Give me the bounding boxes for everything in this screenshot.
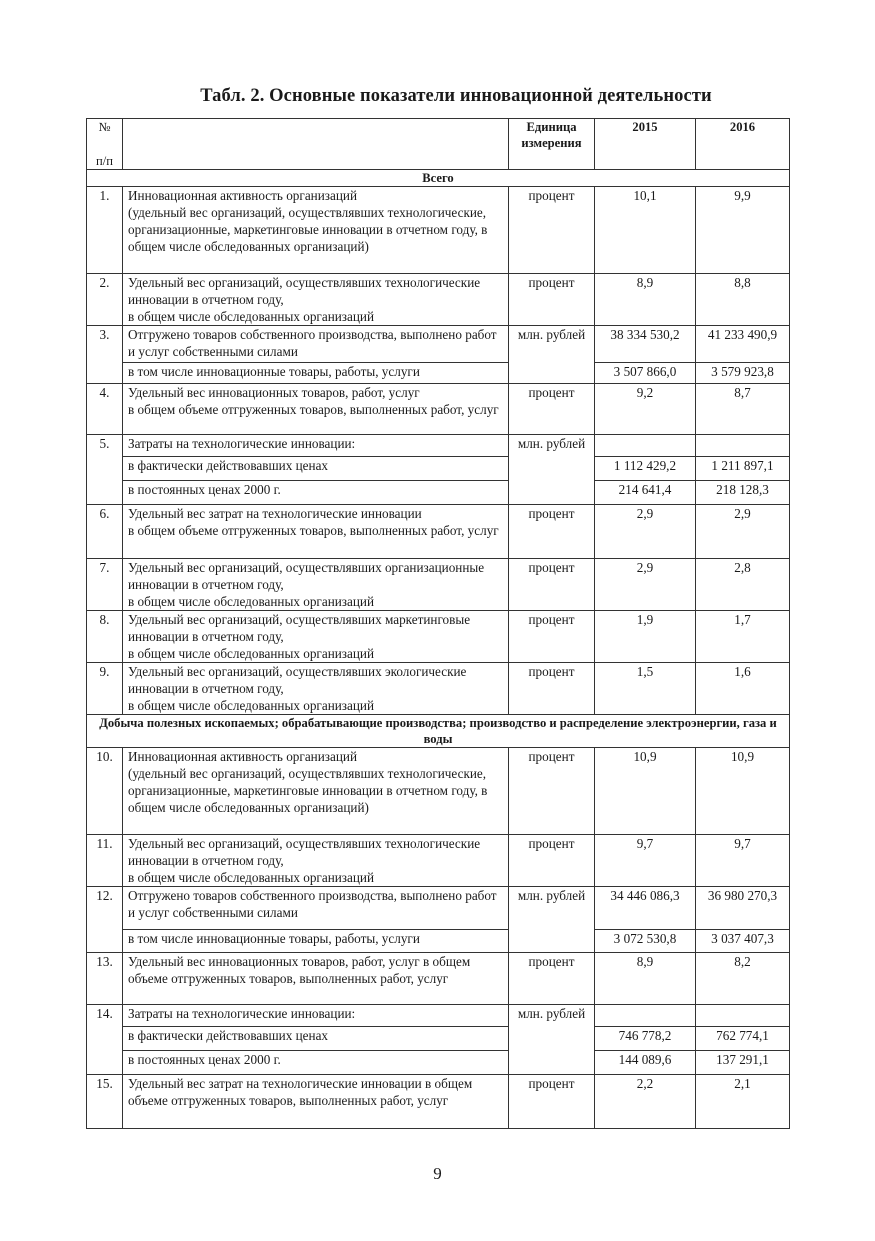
row-unit: млн. рублей (509, 435, 595, 505)
value-2015: 144 089,6 (595, 1051, 696, 1075)
table-subrow (87, 1051, 790, 1075)
value-2016: 8,2 (696, 953, 790, 1005)
value-2016: 1 211 897,1 (696, 457, 790, 481)
value-2016: 218 128,3 (696, 481, 790, 505)
row-text: Затраты на технологические инновации: (123, 1005, 509, 1027)
table-row (87, 274, 790, 326)
row-unit: процент (509, 611, 595, 663)
table-row (87, 835, 790, 887)
subrow-text: в постоянных ценах 2000 г. (123, 481, 509, 505)
value-2015: 2,9 (595, 505, 696, 559)
section-title: Всего (87, 170, 790, 187)
page-number: 9 (433, 1164, 442, 1183)
subrow-text: в фактически действовавших ценах (123, 1027, 509, 1051)
row-number: 12. (87, 887, 123, 953)
table-row (87, 435, 790, 457)
value-2016: 1,7 (696, 611, 790, 663)
value-2016: 1,6 (696, 663, 790, 715)
row-number: 4. (87, 384, 123, 435)
header-unit: Единица измерения (509, 119, 595, 170)
subrow-text: в том числе инновационные товары, работы, услуги (123, 930, 509, 953)
row-number: 6. (87, 505, 123, 559)
row-unit: млн. рублей (509, 887, 595, 953)
value-2015: 9,2 (595, 384, 696, 435)
table-title: Табл. 2. Основные показатели инновационной деятельности (200, 86, 712, 106)
value-2015: 2,2 (595, 1075, 696, 1129)
value-2015 (595, 435, 696, 457)
row-unit: процент (509, 187, 595, 274)
section-title: Добыча полезных ископаемых; обрабатывающие производства; производство и распределение электроэнергии, газа и воды (87, 715, 790, 748)
header-number (87, 119, 123, 170)
row-number: 2. (87, 274, 123, 326)
row-unit: процент (509, 1075, 595, 1129)
table-row (87, 953, 790, 1005)
row-text: Отгружено товаров собственного производства, выполнено работ и услуг собственными силами (123, 326, 509, 363)
row-text: Удельный вес организаций, осуществлявших маркетинговые инновации в отчетном году, в общем числе обследованных организаций (123, 611, 509, 663)
value-2015: 3 507 866,0 (595, 363, 696, 384)
value-2016 (696, 1005, 790, 1027)
value-2016: 10,9 (696, 748, 790, 835)
value-2016: 3 037 407,3 (696, 930, 790, 953)
row-number: 3. (87, 326, 123, 384)
row-unit: процент (509, 953, 595, 1005)
header-number-top: № (98, 120, 111, 134)
row-unit: процент (509, 384, 595, 435)
row-text: Удельный вес организаций, осуществлявших экологические инновации в отчетном году, в общем числе обследованных организаций (123, 663, 509, 715)
subrow-text: в постоянных ценах 2000 г. (123, 1051, 509, 1075)
row-number: 13. (87, 953, 123, 1005)
section-row (87, 170, 790, 187)
table-row (87, 1005, 790, 1027)
subrow-text: в том числе инновационные товары, работы, услуги (123, 363, 509, 384)
value-2015: 10,1 (595, 187, 696, 274)
row-text: Инновационная активность организаций (удельный вес организаций, осуществлявших технологические, организационные, маркетинговые инновации в отчетном году, в общем числе обследованных организаций) (123, 187, 509, 274)
row-text: Удельный вес инновационных товаров, работ, услуг в общем объеме отгруженных товаров, выполненных работ, услуг (123, 384, 509, 435)
value-2015: 1,9 (595, 611, 696, 663)
row-text: Отгружено товаров собственного производства, выполнено работ и услуг собственными силами (123, 887, 509, 930)
row-unit: процент (509, 835, 595, 887)
row-text: Удельный вес организаций, осуществлявших технологические инновации в отчетном году, в общем числе обследованных организаций (123, 835, 509, 887)
row-text: Удельный вес затрат на технологические инновации в общем объеме отгруженных товаров, выполненных работ, услуг (123, 1075, 509, 1129)
value-2016 (696, 435, 790, 457)
value-2015: 10,9 (595, 748, 696, 835)
value-2016: 8,7 (696, 384, 790, 435)
table-row (87, 748, 790, 835)
value-2015: 8,9 (595, 953, 696, 1005)
value-2015: 9,7 (595, 835, 696, 887)
row-unit: млн. рублей (509, 326, 595, 384)
row-text: Инновационная активность организаций (удельный вес организаций, осуществлявших технологические, организационные, маркетинговые инновации в отчетном году, в общем числе обследованных организаций) (123, 748, 509, 835)
table-subrow (87, 457, 790, 481)
value-2015: 3 072 530,8 (595, 930, 696, 953)
value-2016: 36 980 270,3 (696, 887, 790, 930)
row-unit: процент (509, 748, 595, 835)
row-unit: процент (509, 274, 595, 326)
row-number: 11. (87, 835, 123, 887)
value-2015: 1,5 (595, 663, 696, 715)
table-row (87, 505, 790, 559)
table-row (87, 611, 790, 663)
row-number: 14. (87, 1005, 123, 1075)
value-2015 (595, 1005, 696, 1027)
table-row (87, 326, 790, 363)
indicators-table (86, 118, 790, 1129)
value-2016: 41 233 490,9 (696, 326, 790, 363)
value-2016: 2,8 (696, 559, 790, 611)
table-row (87, 187, 790, 274)
row-number: 7. (87, 559, 123, 611)
value-2016: 762 774,1 (696, 1027, 790, 1051)
row-number: 15. (87, 1075, 123, 1129)
value-2016: 137 291,1 (696, 1051, 790, 1075)
subrow-text: в фактически действовавших ценах (123, 457, 509, 481)
table-row (87, 663, 790, 715)
row-unit: процент (509, 663, 595, 715)
table-row (87, 1075, 790, 1129)
value-2016: 2,9 (696, 505, 790, 559)
row-text: Удельный вес организаций, осуществлявших организационные инновации в отчетном году, в общем числе обследованных организаций (123, 559, 509, 611)
table-subrow (87, 363, 790, 384)
table-row (87, 384, 790, 435)
value-2015: 8,9 (595, 274, 696, 326)
row-number: 10. (87, 748, 123, 835)
value-2015: 38 334 530,2 (595, 326, 696, 363)
value-2015: 1 112 429,2 (595, 457, 696, 481)
row-text: Удельный вес организаций, осуществлявших технологические инновации в отчетном году, в общем числе обследованных организаций (123, 274, 509, 326)
value-2015: 34 446 086,3 (595, 887, 696, 930)
header-2015: 2015 (595, 119, 696, 170)
row-text: Удельный вес затрат на технологические инновации в общем объеме отгруженных товаров, выполненных работ, услуг (123, 505, 509, 559)
value-2016: 3 579 923,8 (696, 363, 790, 384)
table-subrow (87, 930, 790, 953)
row-text: Удельный вес инновационных товаров, работ, услуг в общем объеме отгруженных товаров, выполненных работ, услуг (123, 953, 509, 1005)
row-number: 1. (87, 187, 123, 274)
value-2016: 2,1 (696, 1075, 790, 1129)
row-number: 5. (87, 435, 123, 505)
value-2016: 8,8 (696, 274, 790, 326)
row-number: 8. (87, 611, 123, 663)
value-2015: 214 641,4 (595, 481, 696, 505)
row-unit: процент (509, 559, 595, 611)
row-unit: процент (509, 505, 595, 559)
value-2016: 9,9 (696, 187, 790, 274)
row-unit: млн. рублей (509, 1005, 595, 1075)
table-subrow (87, 1027, 790, 1051)
header-indicator (123, 119, 509, 170)
value-2015: 2,9 (595, 559, 696, 611)
table-subrow (87, 481, 790, 505)
header-row (87, 119, 790, 170)
table-row (87, 887, 790, 930)
section-row (87, 715, 790, 748)
header-number-bottom: п/п (96, 154, 113, 168)
value-2016: 9,7 (696, 835, 790, 887)
row-text: Затраты на технологические инновации: (123, 435, 509, 457)
header-2016: 2016 (696, 119, 790, 170)
table-row (87, 559, 790, 611)
value-2015: 746 778,2 (595, 1027, 696, 1051)
row-number: 9. (87, 663, 123, 715)
